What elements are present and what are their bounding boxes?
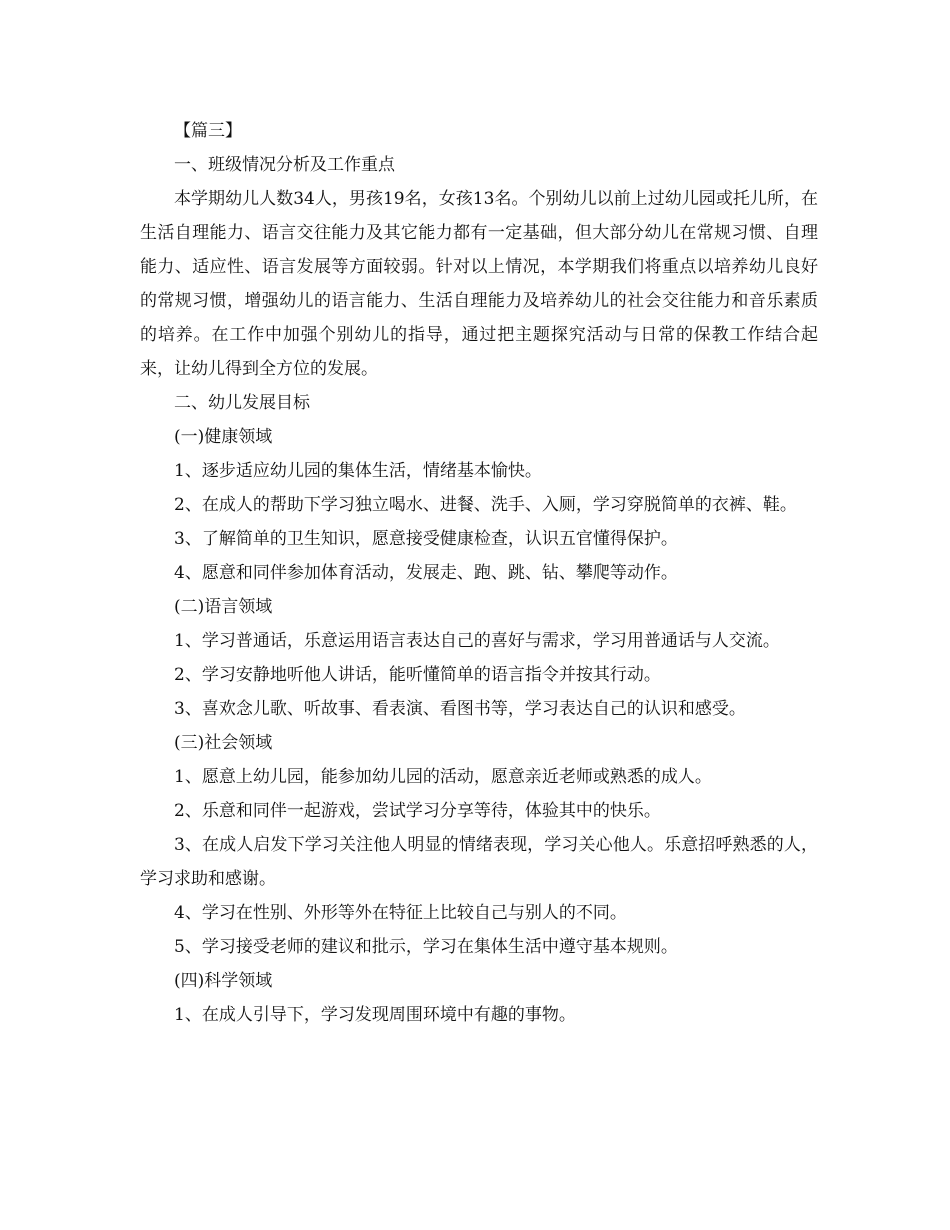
section-heading: 【篇三】: [174, 121, 242, 141]
list-item: 3、了解简单的卫生知识，愿意接受健康检查，认识五官懂得保护。: [174, 529, 678, 549]
list-item: 1、在成人引导下，学习发现周围环境中有趣的事物。: [174, 1005, 576, 1025]
document-body: [140, 114, 818, 1032]
list-item: 2、学习安静地听他人讲话，能听懂简单的语言指令并按其行动。: [174, 665, 661, 685]
list-item: 1、逐步适应幼儿园的集体生活，情绪基本愉快。: [174, 461, 542, 481]
subheading-social: (三)社会领域: [174, 733, 273, 753]
list-item: 4、学习在性别、外形等外在特征上比较自己与别人的不同。: [174, 903, 627, 923]
list-item: 4、愿意和同伴参加体育活动，发展走、跑、跳、钻、攀爬等动作。: [174, 563, 678, 583]
list-item: 3、在成人启发下学习关注他人明显的情绪表现，学习关心他人。乐意招呼熟悉的人，学习求助和感谢。: [140, 835, 818, 889]
list-item: 2、乐意和同伴一起游戏，尝试学习分享等待，体验其中的快乐。: [174, 801, 661, 821]
subheading-health: (一)健康领域: [174, 427, 273, 447]
list-item: 3、喜欢念儿歌、听故事、看表演、看图书等，学习表达自己的认识和感受。: [174, 699, 746, 719]
heading-class-analysis: 一、班级情况分析及工作重点: [174, 155, 395, 175]
heading-development-goals: 二、幼儿发展目标: [174, 393, 310, 413]
list-item: 1、学习普通话，乐意运用语言表达自己的喜好与需求，学习用普通话与人交流。: [174, 631, 780, 651]
list-item: 1、愿意上幼儿园，能参加幼儿园的活动，愿意亲近老师或熟悉的成人。: [174, 767, 712, 787]
subheading-language: (二)语言领域: [174, 597, 273, 617]
subheading-science: (四)科学领域: [174, 971, 273, 991]
list-item: 2、在成人的帮助下学习独立喝水、进餐、洗手、入厕，学习穿脱简单的衣裤、鞋。: [174, 495, 797, 515]
list-item: 5、学习接受老师的建议和批示，学习在集体生活中遵守基本规则。: [174, 937, 678, 957]
paragraph-class-analysis: 本学期幼儿人数34人，男孩19名，女孩13名。个别幼儿以前上过幼儿园或托儿所，在生活自理能力、语言交往能力及其它能力都有一定基础，但大部分幼儿在常规习惯、自理能力、适应性、语言发展等方面较弱。针对以上情况，本学期我们将重点以培养幼儿良好的常规习惯，增强幼儿的语言能力、生活自理能力及培养幼儿的社会交往能力和音乐素质的培养。在工作中加强个别幼儿的指导，通过把主题探究活动与日常的保教工作结合起来，让幼儿得到全方位的发展。: [140, 189, 818, 379]
